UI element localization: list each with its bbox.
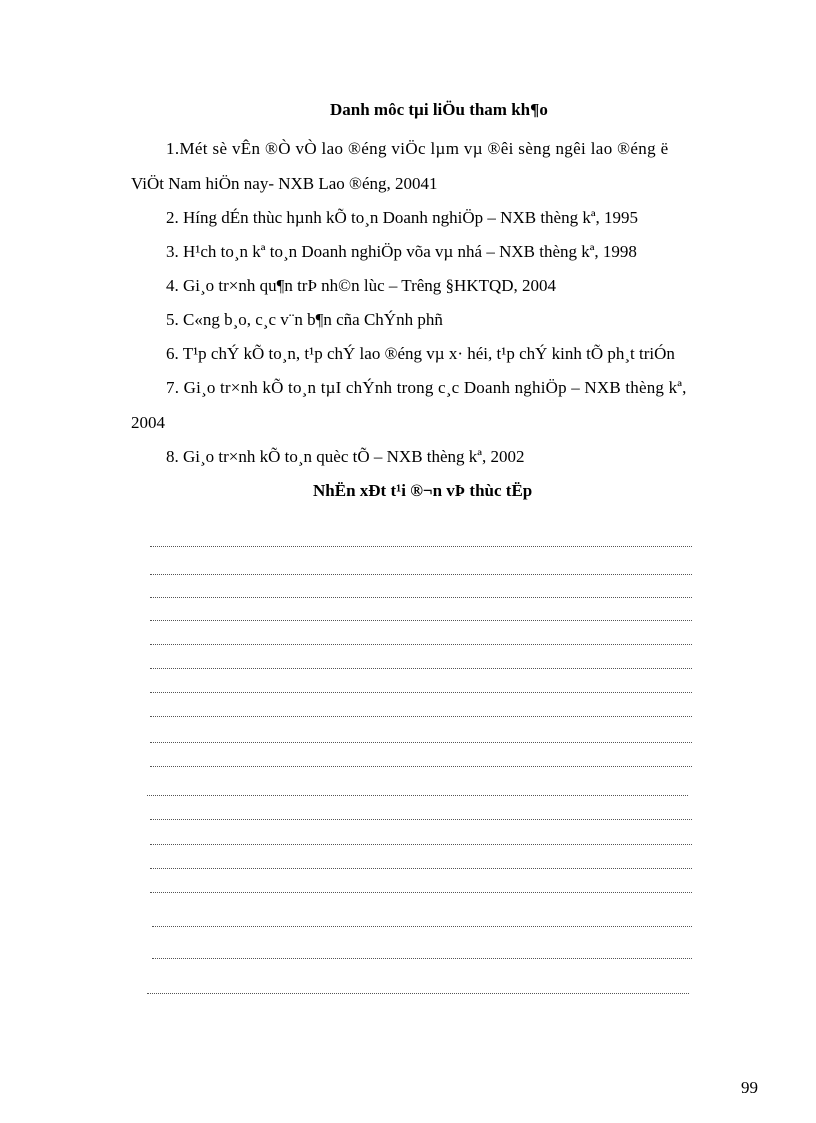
comment-dotted-line — [150, 868, 692, 869]
references-heading: Danh môc tµi liÖu tham kh¶o — [330, 100, 548, 119]
comments-heading: NhËn xÐt t¹i ®¬n vÞ thùc tËp — [313, 481, 533, 500]
reference-item: 7. Gi¸o tr×nh kÕ to¸n tµI chÝnh trong c¸c Doanh nghiÖp – NXB thèng kª, — [166, 378, 687, 397]
reference-item: 3. H¹ch to¸n kª to¸n Doanh nghiÖp võa vµ nhá – NXB thèng kª, 1998 — [166, 242, 637, 261]
comment-dotted-line — [150, 597, 692, 598]
comment-dotted-line — [147, 795, 688, 796]
reference-text-continuation: ViÖt Nam hiÖn nay- NXB Lao ®éng, 20041 — [131, 174, 438, 193]
reference-text: 1.Mét sè vÊn ®Ò vÒ lao ®éng viÖc lµm vµ ®êi sèng ngêi lao ®éng ë — [166, 139, 669, 158]
comment-dotted-line — [150, 620, 692, 621]
comment-dotted-line — [152, 926, 692, 927]
comment-dotted-line — [150, 819, 692, 820]
reference-item: 6. T¹p chÝ kÕ to¸n, t¹p chÝ lao ®éng vµ x· héi, t¹p chÝ kinh tÕ ph¸t triÓn — [166, 344, 675, 363]
reference-item: 2. Híng dÉn thùc hµnh kÕ to¸n Doanh nghiÖp – NXB thèng kª, 1995 — [166, 208, 639, 227]
reference-item: 4. Gi¸o tr×nh qu¶n trÞ nh©n lùc – Trêng §HKTQD, 2004 — [166, 276, 557, 295]
comment-dotted-line — [150, 692, 692, 693]
reference-item: 8. Gi¸o tr×nh kÕ to¸n quèc tÕ – NXB thèng kª, 2002 — [166, 447, 525, 466]
comment-dotted-line — [150, 766, 692, 767]
comment-dotted-line — [150, 892, 692, 893]
comment-dotted-line — [150, 844, 692, 845]
reference-item — [166, 139, 746, 159]
comment-dotted-line — [150, 574, 692, 575]
comment-dotted-line — [150, 546, 692, 547]
comment-dotted-line — [150, 716, 692, 717]
comment-dotted-line — [150, 742, 692, 743]
comment-dotted-line — [150, 644, 692, 645]
comment-dotted-line — [147, 993, 689, 994]
reference-item: 5. C«ng b¸o, c¸c v¨n b¶n cña ChÝnh phñ — [166, 310, 443, 329]
comment-dotted-line — [150, 668, 692, 669]
comment-dotted-line — [152, 958, 692, 959]
page-number: 99 — [741, 1078, 758, 1097]
reference-text-continuation: 2004 — [131, 413, 165, 432]
